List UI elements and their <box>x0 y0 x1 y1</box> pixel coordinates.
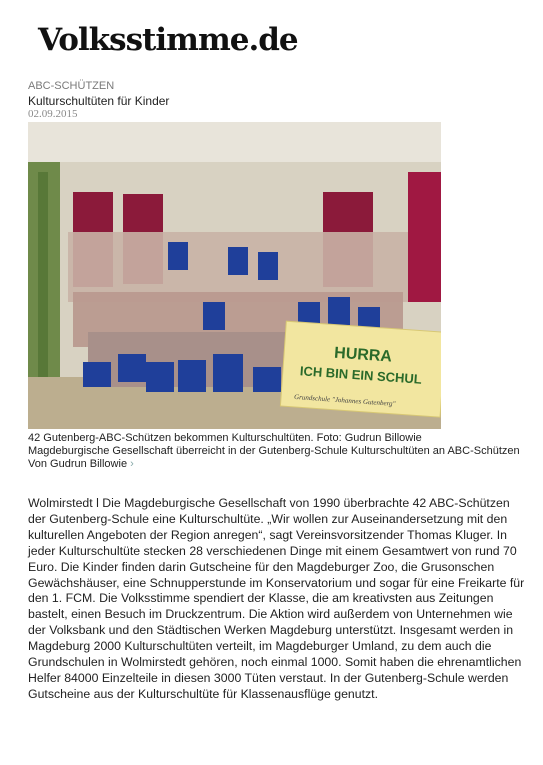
article-kicker: ABC-SCHÜTZEN <box>28 80 115 92</box>
article-author-line <box>28 458 528 471</box>
banner-line2: ICH BIN EIN SCHUL <box>299 363 423 387</box>
article-headline: Kulturschultüten für Kinder <box>28 94 170 108</box>
hurra-banner <box>280 321 441 417</box>
article-teaser: Magdeburgische Gesellschaft überreicht in der Gutenberg-Schule Kulturschultüten an ABC-Schützen <box>28 445 520 457</box>
photo-caption-block <box>28 432 528 471</box>
article-date: 02.09.2015 <box>28 108 78 120</box>
site-logo[interactable]: Volksstimme.de <box>38 22 298 58</box>
banner-line3: Grundschule "Johannes Gutenberg" <box>293 392 396 408</box>
photo-illustration <box>28 122 441 429</box>
article-body: Wolmirstedt l Die Magdeburgische Gesellschaft von 1990 überbrachte 42 ABC-Schützen der Gutenberg-Schule eine Kulturschultüte. „Wir wollen zur Auseinandersetzung mit den kulturellen Angeboten der Region anregen“, sagt Vereinsvorsitzender Thomas Kluger. In jeder Kulturschultüte stecken 28 verschiedenen Dinge mit einem Gesamtwert von rund 70 Euro. Die Kinder finden darin Gutscheine für den Magdeburger Zoo, die Grusonschen Gewächshäuser, eine Schnupperstunde im Konservatorium und sogar für eine Freikarte für den 1. FCM. Die Volksstimme spendiert der Klasse, die am kreativsten aus Zeitungen bastelt, einen Besuch im Druckzentrum. Die Aktion wird außerdem von Unternehmen wie der Volksbank und den Städtischen Werken Magdeburg unterstützt. Insgesamt werden in Magdeburg 2000 Kulturschultüten verteilt, im Magdeburger Umland, zu dem auch die Grundschulen in Wolmirstedt gehören, noch einmal 1000. Somit haben die ehrenamtlichen Helfer 84000 Einzelteile in diesen 3000 Tüten verstaut. In der Gutenberg-Schule werden Gutscheine aus der Kulturschultüte für Klassenausflüge genutzt. <box>28 496 525 701</box>
photo-caption: 42 Gutenberg-ABC-Schützen bekommen Kulturschultüten. Foto: Gudrun Billowie <box>28 432 422 444</box>
chevron-right-icon: › <box>130 458 134 470</box>
article-photo <box>28 122 441 429</box>
banner-line1: HURRA <box>333 344 393 366</box>
photo-ceiling <box>28 122 441 162</box>
article-author[interactable]: Von Gudrun Billowie <box>28 458 128 470</box>
wall-panel <box>408 172 441 302</box>
